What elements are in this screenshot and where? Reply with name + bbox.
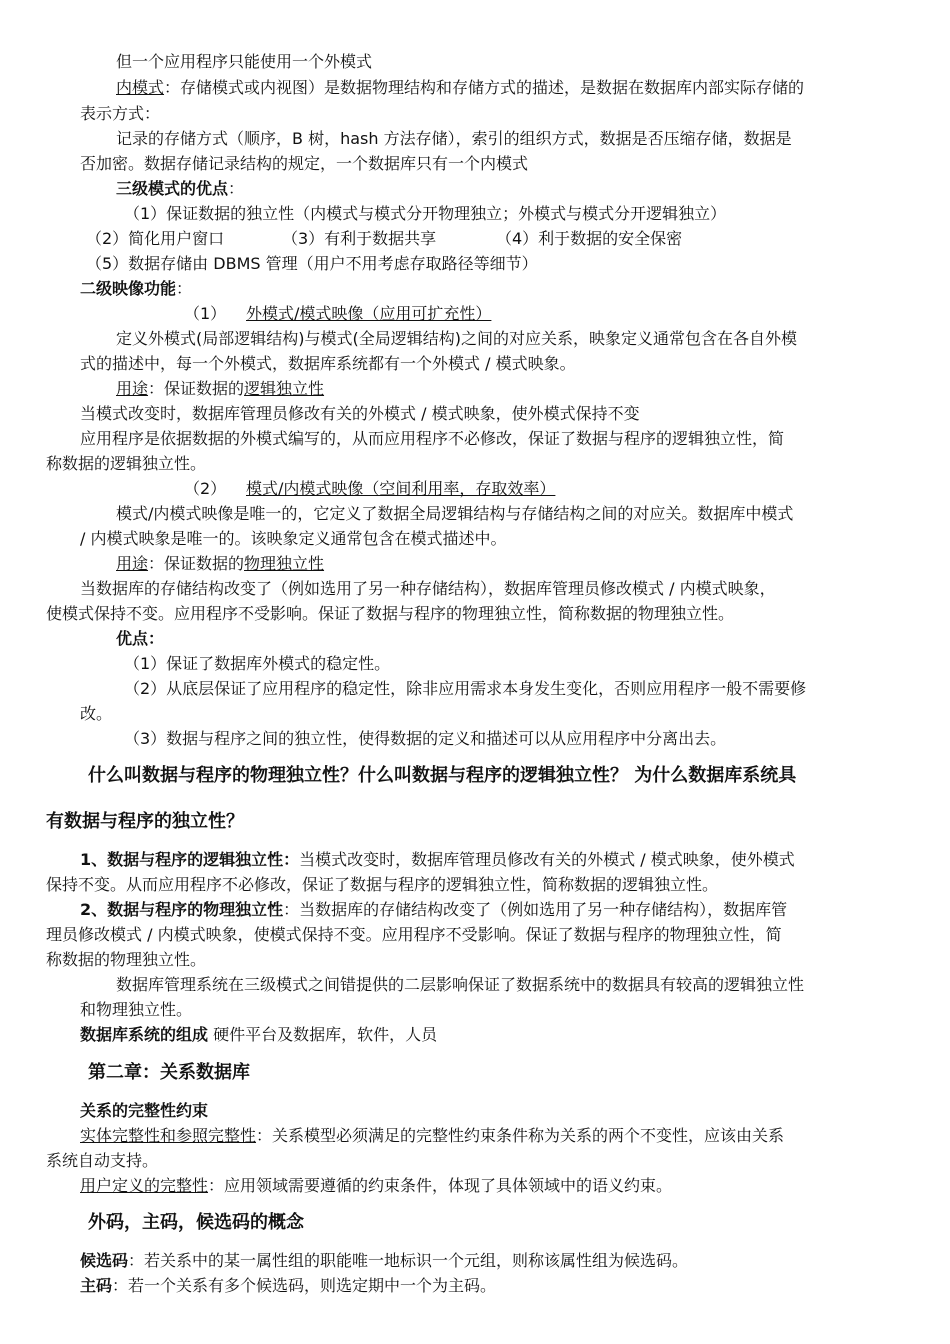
text-line — [80, 1274, 496, 1298]
text-line — [116, 552, 324, 576]
subheading-three-level-advantages: 三级模式的优点 — [116, 179, 229, 198]
text-line — [80, 1249, 688, 1273]
text-line — [80, 1023, 437, 1047]
term-user-defined-integrity: 用户定义的完整性 — [80, 1176, 209, 1195]
text-span: ： — [176, 279, 193, 298]
text-span: ：存储模式或内视图）是数据物理结构和存储方式的描述，是数据在数据库内部实际存储的 — [164, 78, 805, 97]
text-line: 使模式保持不变。应用程序不受影响。保证了数据与程序的物理独立性，简称数据的物理独立性。 — [46, 604, 735, 623]
list-item: （3）有利于数据共享 — [282, 229, 437, 248]
text-line: 式的描述中，每一个外模式，数据库系统都有一个外模式 / 模式映象。 — [80, 354, 576, 373]
list-item: （4）利于数据的安全保密 — [496, 229, 683, 248]
section-heading-keys: 外码，主码，候选码的概念 — [88, 1212, 304, 1233]
list-number: （2） — [184, 479, 227, 498]
list-number: （1） — [184, 304, 227, 323]
text-line: 系统自动支持。 — [46, 1151, 159, 1170]
text-line: 模式/内模式映像是唯一的，它定义了数据全局逻辑结构与存储结构之间的对应关。数据库中模式 — [116, 504, 794, 523]
term-usage: 用途 — [116, 554, 149, 573]
term-logical-independence: 逻辑独立性 — [244, 379, 325, 398]
text-line: 应用程序是依据数据的外模式编写的，从而应用程序不必修改，保证了数据与程序的逻辑独立性，简 — [80, 429, 785, 448]
text-span: ：应用领域需要遵循的约束条件，体现了具体领域中的语义约束。 — [208, 1176, 673, 1195]
term-logical-independence-def: 1、数据与程序的逻辑独立性： — [80, 850, 300, 869]
text-line: 理员修改模式 / 内模式映象，使模式保持不变。应用程序不受影响。保证了数据与程序的物理独立性，简 — [46, 925, 782, 944]
text-line: 称数据的物理独立性。 — [46, 950, 207, 969]
text-line — [80, 1174, 672, 1198]
text-line: 定义外模式(局部逻辑结构)与模式(全局逻辑结构)之间的对应关系，映象定义通常包含在各自外模 — [116, 329, 797, 348]
text-line: 改。 — [80, 704, 113, 723]
term-usage: 用途 — [116, 379, 149, 398]
text-line — [80, 1124, 784, 1148]
term-internal-schema: 内模式 — [116, 78, 165, 97]
term-external-schema-mapping: 外模式/模式映像（应用可扩充性） — [246, 304, 492, 323]
text-line: / 内模式映象是唯一的。该映象定义通常包含在模式描述中。 — [80, 529, 507, 548]
question-heading-cont: 有数据与程序的独立性？ — [46, 811, 244, 832]
text-line: 和物理独立性。 — [80, 1000, 193, 1019]
term-entity-referential-integrity: 实体完整性和参照完整性 — [80, 1126, 257, 1145]
list-item: （2）简化用户窗口 — [86, 229, 225, 248]
text-span: 硬件平台及数据库，软件，人员 — [208, 1025, 438, 1044]
text-span: ：当数据库的存储结构改变了（例如选用了另一种存储结构），数据库管 — [283, 900, 788, 919]
chapter-heading: 第二章：关系数据库 — [88, 1062, 250, 1083]
list-item: （5）数据存储由 DBMS 管理（用户不用考虑存取路径等细节） — [86, 254, 538, 273]
subheading-integrity-constraints: 关系的完整性约束 — [80, 1101, 209, 1120]
list-item: （3）数据与程序之间的独立性，使得数据的定义和描述可以从应用程序中分离出去。 — [124, 729, 727, 748]
text-line — [116, 76, 804, 100]
text-line: 称数据的逻辑独立性。 — [46, 454, 207, 473]
subheading — [80, 277, 192, 301]
term-physical-independence-def: 2、数据与程序的物理独立性 — [80, 900, 284, 919]
list-item: （2）从底层保证了应用程序的稳定性，除非应用需求本身发生变化，否则应用程序一般不需要修 — [124, 679, 807, 698]
text-span: 当模式改变时，数据库管理员修改有关的外模式 / 模式映象，使外模式 — [299, 850, 795, 869]
text-span: ：关系模型必须满足的完整性约束条件称为关系的两个不变性，应该由关系 — [256, 1126, 785, 1145]
text-line: 否加密。数据存储记录结构的规定，一个数据库只有一个内模式 — [80, 154, 529, 173]
subheading — [116, 177, 244, 201]
text-span: ：若一个关系有多个候选码，则选定期中一个为主码。 — [112, 1276, 497, 1295]
term-db-system-components: 数据库系统的组成 — [80, 1025, 209, 1044]
text-span: ：保证数据的 — [148, 379, 245, 398]
text-line — [80, 898, 787, 922]
text-line — [80, 848, 795, 872]
list-item: （1）保证了数据库外模式的稳定性。 — [124, 654, 391, 673]
text-line — [116, 377, 324, 401]
text-line: 记录的存储方式（顺序，B 树，hash 方法存储），索引的组织方式，数据是否压缩存储，数据是 — [116, 129, 792, 148]
list-item: （1）保证数据的独立性（内模式与模式分开物理独立；外模式与模式分开逻辑独立） — [124, 204, 727, 223]
subheading-mapping-functions: 二级映像功能 — [80, 279, 177, 298]
text-line: 数据库管理系统在三级模式之间错提供的二层影响保证了数据系统中的数据具有较高的逻辑独立性 — [116, 975, 805, 994]
question-heading: 什么叫数据与程序的物理独立性？什么叫数据与程序的逻辑独立性？ 为什么数据库系统具 — [88, 765, 797, 786]
term-candidate-key: 候选码 — [80, 1251, 129, 1270]
text-span: ： — [228, 179, 245, 198]
text-line: 当模式改变时，数据库管理员修改有关的外模式 / 模式映象，使外模式保持不变 — [80, 404, 640, 423]
subheading-advantages: 优点： — [116, 629, 165, 648]
text-line: 但一个应用程序只能使用一个外模式 — [116, 52, 373, 71]
term-physical-independence: 物理独立性 — [244, 554, 325, 573]
term-primary-key: 主码 — [80, 1276, 113, 1295]
text-line: 保持不变。从而应用程序不必修改，保证了数据与程序的逻辑独立性，简称数据的逻辑独立性。 — [46, 875, 719, 894]
text-line: 表示方式： — [80, 104, 161, 123]
term-internal-schema-mapping: 模式/内模式映像（空间利用率，存取效率） — [246, 479, 556, 498]
text-span: ：若关系中的某一属性组的职能唯一地标识一个元组，则称该属性组为候选码。 — [128, 1251, 689, 1270]
text-line: 当数据库的存储结构改变了（例如选用了另一种存储结构），数据库管理员修改模式 / 内模式映象， — [80, 579, 776, 598]
text-span: ：保证数据的 — [148, 554, 245, 573]
